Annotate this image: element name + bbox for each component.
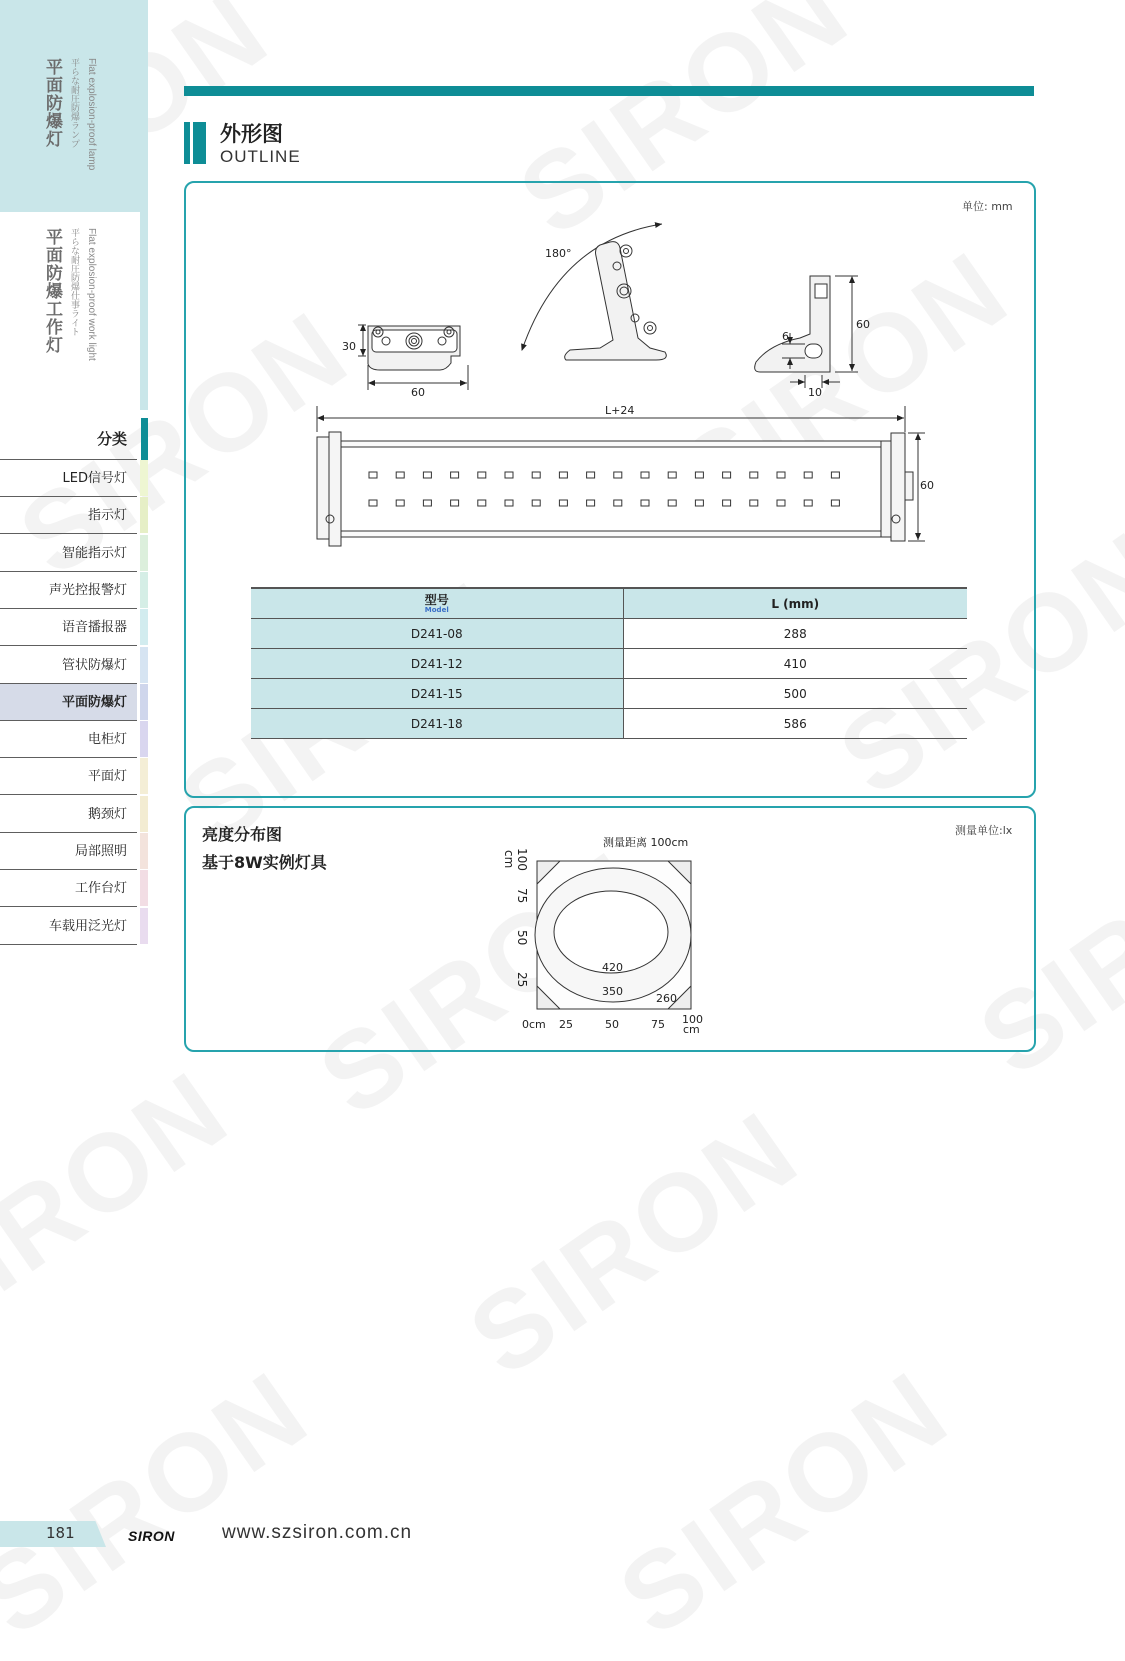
section-title-jp: 平らな耐圧防爆ランプ <box>69 58 79 148</box>
category-item[interactable]: LED信号灯 <box>0 460 137 497</box>
table-header-length: L (mm) <box>623 588 967 619</box>
lux-title: 亮度分布图 <box>202 825 283 844</box>
lux-x-tick: 100 <box>682 1013 703 1026</box>
website-link[interactable]: www.szsiron.com.cn <box>222 1522 413 1543</box>
category-item[interactable]: 局部照明 <box>0 833 137 870</box>
lux-y-unit: cm <box>502 850 516 869</box>
lux-y-tick: 100 <box>515 848 529 871</box>
bracket-rotation-view <box>522 224 666 360</box>
dim-side-slot: 6 <box>782 330 789 343</box>
lux-distance-label: 测量距离 100cm <box>603 836 689 849</box>
iso-label: 260 <box>656 992 677 1005</box>
dim-body-height: 60 <box>920 479 934 492</box>
table-header-model <box>251 588 623 619</box>
category-item[interactable]: 智能指示灯 <box>0 535 137 572</box>
cell-length: 288 <box>623 619 967 649</box>
category-item[interactable]: 指示灯 <box>0 497 137 534</box>
cell-length: 500 <box>623 679 967 709</box>
lux-x-tick: 25 <box>559 1018 573 1031</box>
section-title-cn: 平面防爆灯 <box>42 58 62 148</box>
cell-length: 410 <box>623 649 967 679</box>
lux-subtitle: 基于8W实例灯具 <box>202 853 327 872</box>
header-model-en: Model <box>424 605 449 614</box>
spec-table <box>251 587 967 739</box>
bracket-side-view <box>755 276 858 388</box>
dim-length: L+24 <box>605 404 635 417</box>
category-item[interactable]: 语音播报器 <box>0 609 137 646</box>
category-item[interactable]: 电柜灯 <box>0 721 137 758</box>
dim-bracket-height: 30 <box>342 340 356 353</box>
section-title-jp: 平らな耐圧防爆仕事ライト <box>69 228 79 336</box>
lamp-body-view <box>317 406 925 546</box>
bracket-front-view <box>358 325 468 390</box>
iso-label: 420 <box>602 961 623 974</box>
lux-x-unit: cm <box>683 1023 700 1036</box>
dim-side-width: 10 <box>808 386 822 399</box>
table-row <box>251 619 967 649</box>
category-item[interactable]: 平面灯 <box>0 758 137 795</box>
iso-label: 350 <box>602 985 623 998</box>
lux-x-tick: 75 <box>651 1018 665 1031</box>
lux-x-tick: 0cm <box>522 1018 546 1031</box>
unit-label: 单位: mm <box>962 200 1013 213</box>
category-item[interactable]: 声光控报警灯 <box>0 572 137 609</box>
dim-rotation: 180° <box>545 247 572 260</box>
cell-model: D241-15 <box>251 679 623 709</box>
siron-logo: SIRON <box>128 1528 175 1544</box>
section-title-cn: 平面防爆工作灯 <box>42 228 62 354</box>
header-model-cn: 型号 <box>424 592 449 607</box>
category-heading: 分类 <box>0 418 137 460</box>
category-item[interactable]: 鹅颈灯 <box>0 796 137 833</box>
section-title: 外形图 <box>220 122 283 146</box>
dim-side-height: 60 <box>856 318 870 331</box>
lux-y-tick: 75 <box>515 888 529 904</box>
section-subtitle: OUTLINE <box>220 147 301 166</box>
table-row <box>251 649 967 679</box>
table-row <box>251 709 967 739</box>
cell-model: D241-12 <box>251 649 623 679</box>
lux-x-tick: 50 <box>605 1018 619 1031</box>
dim-bracket-width: 60 <box>411 386 425 399</box>
lux-unit-label: 测量单位:lx <box>955 824 1013 837</box>
category-item[interactable]: 平面防爆灯 <box>0 684 137 721</box>
category-item[interactable]: 工作台灯 <box>0 870 137 907</box>
section-title-en: Flat explosion-proof lamp <box>86 58 97 171</box>
section-title-en: Flat explosion-proof work light <box>86 228 97 361</box>
lux-panel <box>184 806 1036 1052</box>
page-number: 181 <box>46 1524 75 1542</box>
cell-model: D241-08 <box>251 619 623 649</box>
cell-length: 586 <box>623 709 967 739</box>
category-item[interactable]: 管状防爆灯 <box>0 647 137 684</box>
lux-y-tick: 25 <box>515 972 529 988</box>
cell-model: D241-18 <box>251 709 623 739</box>
lux-y-tick: 50 <box>515 930 529 946</box>
category-item[interactable]: 车载用泛光灯 <box>0 908 137 945</box>
table-row <box>251 679 967 709</box>
